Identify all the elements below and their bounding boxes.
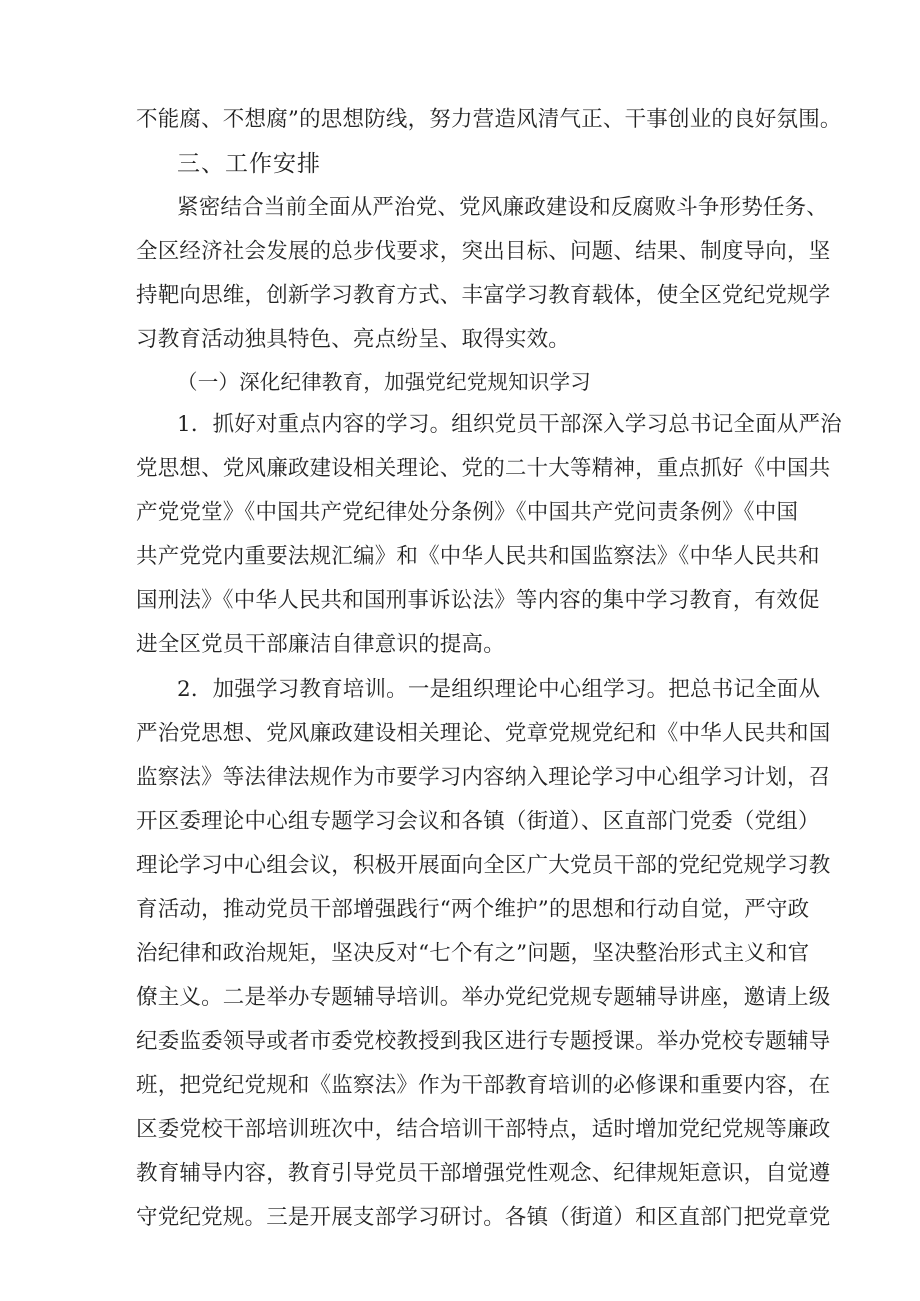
intro-line-2: 全区经济社会发展的总步伐要求，突出目标、问题、结果、制度导向，坚 (136, 239, 831, 264)
intro-line-1: 紧密结合当前全面从严治党、党风廉政建设和反腐败斗争形势任务、 (177, 195, 829, 220)
item1-line-6: 进全区党员干部廉洁自律意识的提高。 (136, 632, 505, 657)
item1-line-5: 国刑法》《中华人民共和国刑事诉讼法》等内容的集中学习教育，有效促 (136, 588, 820, 613)
item2-line-6: 育活动，推动党员干部增强践行“两个维护”的思想和行动自觉，严守政 (136, 897, 810, 922)
subsection-heading: （一）深化纪律教育，加强党纪党规知识学习 (177, 370, 591, 394)
item1-line-1: 1．抓好对重点内容的学习。组织党员干部深入学习总书记全面从严治 (177, 412, 842, 437)
item2-line-12: 教育辅导内容，教育引导党员干部增强党性观念、纪律规矩意识，自觉遵 (136, 1161, 831, 1186)
opening-line: 不能腐、不想腐”的思想防线，努力营造风清气正、干事创业的良好氛围。 (136, 107, 842, 132)
item2-line-11: 区委党校干部培训班次中，结合培训干部特点，适时增加党纪党规等廉政 (136, 1117, 831, 1142)
item2-line-9: 纪委监委领导或者市委党校教授到我区进行专题授课。举办党校专题辅导 (136, 1029, 831, 1054)
item2-line-10: 班，把党纪党规和《监察法》作为干部教育培训的必修课和重要内容，在 (136, 1073, 831, 1098)
item1-line-4: 共产党党内重要法规汇编》和《中华人民共和国监察法》《中华人民共和 (136, 544, 820, 569)
item2-line-5: 理论学习中心组会议，积极开展面向全区广大党员干部的党纪党规学习教 (136, 853, 831, 878)
intro-line-3: 持靶向思维，创新学习教育方式、丰富学习教育载体，使全区党纪党规学 (136, 283, 831, 308)
item2-line-8: 僚主义。二是举办专题辅导培训。举办党纪党规专题辅导讲座，邀请上级 (136, 985, 831, 1010)
item2-line-4: 开区委理论中心组专题学习会议和各镇（街道）、区直部门党委（党组） (136, 809, 820, 834)
intro-line-4: 习教育活动独具特色、亮点纷呈、取得实效。 (136, 327, 571, 352)
item1-line-3: 产党党堂》《中国共产党纪律处分条例》《中国共产党问责条例》《中国 (136, 500, 799, 525)
item2-line-13: 守党纪党规。三是开展支部学习研讨。各镇（街道）和区直部门把党章党 (136, 1205, 831, 1230)
item2-line-7: 治纪律和政治规矩，坚决反对“七个有之”问题，坚决整治形式主义和官 (136, 941, 810, 966)
item2-line-2: 严治党思想、党风廉政建设相关理论、党章党规党纪和《中华人民共和国 (136, 721, 831, 746)
section-heading: 三、工作安排 (177, 151, 321, 177)
item2-line-3: 监察法》等法律法规作为市要学习内容纳入理论学习中心组学习计划，召 (136, 765, 831, 790)
item1-line-2: 党思想、党风廉政建设相关理论、党的二十大等精神，重点抓好《中国共 (136, 456, 831, 481)
item2-line-1: 2．加强学习教育培训。一是组织理论中心组学习。把总书记全面从 (177, 677, 821, 702)
